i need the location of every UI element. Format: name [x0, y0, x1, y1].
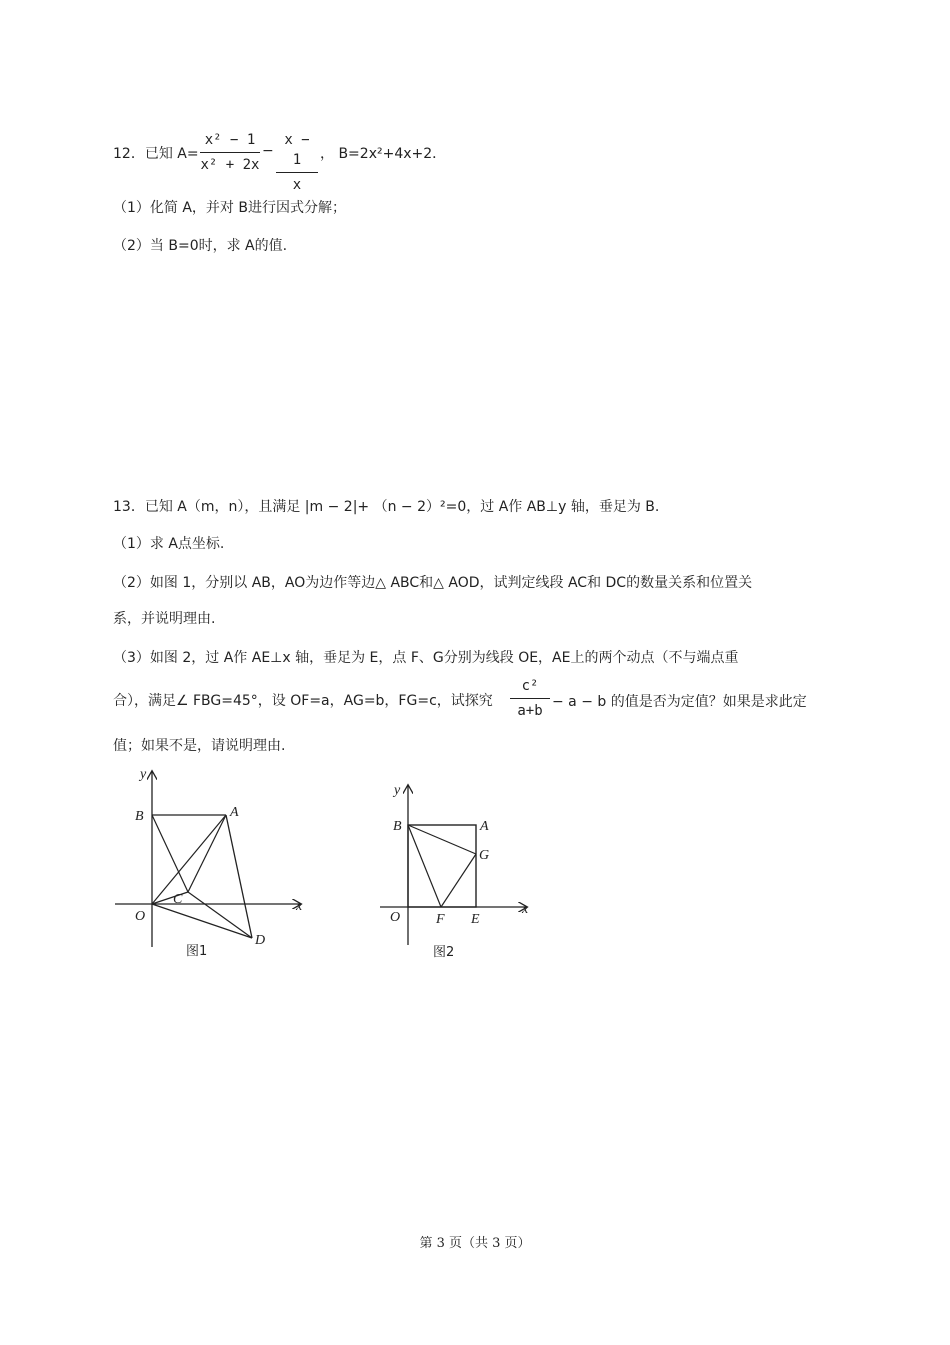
- label-O: O: [390, 910, 401, 925]
- q12-part1: （1）化简 A，并对 B进行因式分解；: [113, 200, 346, 216]
- label-D: D: [255, 933, 266, 948]
- q13-part3-line1: （3）如图 2，过 A作 AE⊥x 轴，垂足为 E，点 F、G分别为线段 OE，AE上的两个动点（不与端点重: [113, 650, 739, 666]
- fraction-bar: [510, 698, 550, 699]
- segment-OD: [152, 904, 252, 938]
- q12-frac2-numerator: x − 1: [284, 132, 310, 168]
- label-G: G: [479, 848, 490, 863]
- segment-FG: [441, 854, 476, 907]
- q12-frac1-numerator: x² − 1: [204, 132, 256, 148]
- label-F: F: [436, 912, 445, 927]
- q13-part2-line1: （2）如图 1，分别以 AB，AO为边作等边△ ABC和△ AOD，试判定线段 AC和 DC的数量关系和位置关: [113, 575, 753, 591]
- q13-frac-denominator: a+b: [517, 703, 543, 719]
- q12-prefix: 12．已知 A=: [113, 146, 199, 162]
- label-C: C: [173, 892, 183, 907]
- figure-1: [110, 762, 320, 962]
- label-B: B: [393, 819, 402, 834]
- q13-part3-line2b: − a − b 的值是否为定值？如果是求此定: [552, 694, 807, 710]
- figure-2: [378, 780, 538, 962]
- label-B: B: [135, 809, 144, 824]
- segment-CD: [188, 892, 252, 938]
- page-footer: 第 3 页（共 3 页）: [419, 1236, 531, 1251]
- q13-part2-line2: 系，并说明理由.: [113, 611, 216, 627]
- q13-stem: 13．已知 A（m，n），且满足 |m − 2|+ （n − 2）²=0，过 A作 AB⊥y 轴，垂足为 B.: [113, 499, 660, 515]
- figure-1-caption: 图1: [186, 944, 208, 959]
- label-x: x: [522, 902, 529, 917]
- label-y: y: [140, 767, 147, 782]
- q12-frac2-denominator: x: [292, 177, 302, 193]
- segment-AD: [226, 815, 252, 938]
- fraction-bar: [200, 152, 260, 153]
- fraction-bar: [276, 172, 318, 173]
- q13-part3-line3: 值；如果不是，请说明理由.: [113, 738, 286, 754]
- q12-part2: （2）当 B=0时，求 A的值.: [113, 238, 288, 254]
- figure-2-caption: 图2: [433, 945, 455, 960]
- q13-frac-numerator: c²: [521, 678, 539, 694]
- label-x: x: [296, 899, 303, 914]
- label-E: E: [471, 912, 480, 927]
- label-y: y: [394, 783, 401, 798]
- label-A: A: [230, 805, 239, 820]
- q12-fraction-1: [200, 130, 260, 175]
- q13-part1: （1）求 A点坐标.: [113, 536, 225, 552]
- label-A: A: [480, 819, 489, 834]
- q12-frac1-denominator: x² + 2x: [200, 157, 260, 173]
- q12-minus: −: [262, 143, 274, 159]
- segment-BC: [152, 815, 188, 892]
- label-O: O: [135, 909, 146, 924]
- q13-part3-line2a: 合），满足∠ FBG=45°，设 OF=a，AG=b，FG=c，试探究: [113, 693, 493, 709]
- q12-tail: ， B=2x²+4x+2．: [320, 146, 447, 162]
- q12-fraction-2: [276, 130, 318, 195]
- q13-fraction: [510, 676, 550, 721]
- square-OBAE: [408, 825, 476, 907]
